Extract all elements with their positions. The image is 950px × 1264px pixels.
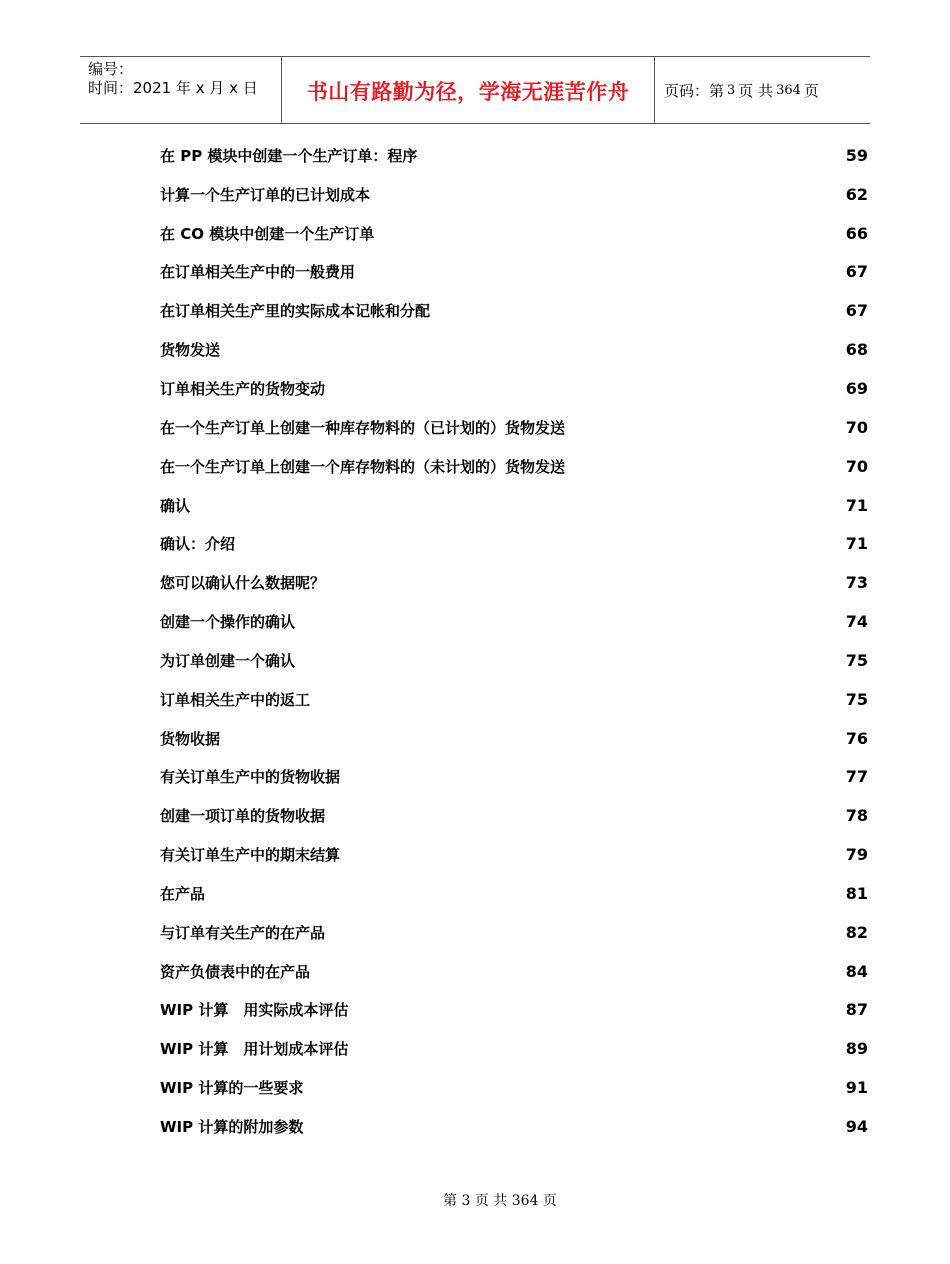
page-suffix: 页 [803, 81, 819, 100]
toc-entry-page: 68 [845, 340, 868, 360]
page-header [80, 56, 870, 124]
toc-entry[interactable] [160, 524, 868, 563]
toc-entry-page: 70 [845, 456, 868, 476]
toc-entry-title: WIP 计算的一些要求 [160, 1079, 304, 1098]
toc-entry[interactable] [160, 913, 868, 952]
toc-entry-page: 71 [845, 495, 868, 515]
toc-entry-title: 创建一项订单的货物收据 [160, 807, 326, 826]
toc-entry-page: 62 [845, 184, 868, 204]
toc-entry-page: 78 [845, 806, 868, 826]
toc-entry-title: 与订单有关生产的在产品 [160, 923, 326, 942]
toc-entry-page: 71 [845, 534, 868, 554]
toc-entry-page: 82 [845, 922, 868, 942]
toc-entry-page: 75 [845, 689, 868, 709]
header-page-info [655, 57, 870, 123]
toc-entry-title: 有关订单生产中的货物收据 [160, 768, 341, 787]
toc-entry-page: 84 [845, 961, 868, 981]
toc-entry[interactable] [160, 952, 868, 991]
toc-entry-title: 在订单相关生产中的一般费用 [160, 263, 356, 282]
toc-entry-page: 74 [845, 612, 868, 632]
header-info [80, 57, 282, 123]
toc-entry-title: 资产负债表中的在产品 [160, 962, 311, 981]
toc-entry-title: 在产品 [160, 884, 206, 903]
table-of-contents [160, 136, 868, 1146]
toc-entry[interactable] [160, 602, 868, 641]
toc-entry-page: 94 [845, 1117, 868, 1137]
page-footer: 第 3 页 共 364 页 [443, 1193, 557, 1209]
toc-entry-page: 70 [845, 417, 868, 437]
toc-entry[interactable] [160, 330, 868, 369]
page-mid: 页 共 [738, 81, 774, 100]
toc-entry[interactable] [160, 408, 868, 447]
toc-entry[interactable] [160, 253, 868, 292]
toc-entry[interactable] [160, 1068, 868, 1107]
toc-entry-page: 91 [845, 1078, 868, 1098]
document-number-label: 编号： [88, 60, 134, 78]
toc-entry-page: 73 [845, 573, 868, 593]
toc-entry-title: 货物收据 [160, 729, 221, 748]
toc-entry-title: WIP 计算的附加参数 [160, 1118, 304, 1137]
toc-entry-title: 在订单相关生产里的实际成本记帐和分配 [160, 302, 431, 321]
toc-entry-title: 货物发送 [160, 341, 221, 360]
toc-entry-page: 87 [845, 1000, 868, 1020]
page-prefix: 页码：第 [664, 81, 725, 100]
toc-entry-page: 79 [845, 845, 868, 865]
toc-entry[interactable] [160, 680, 868, 719]
toc-entry-title: 您可以确认什么数据呢？ [160, 574, 326, 593]
page-total: 364 [776, 82, 801, 98]
toc-entry-page: 67 [845, 301, 868, 321]
toc-entry-page: 76 [845, 728, 868, 748]
toc-entry[interactable] [160, 1107, 868, 1146]
toc-entry-title: 在一个生产订单上创建一个库存物料的（未计划的）货物发送 [160, 457, 566, 476]
toc-entry[interactable] [160, 758, 868, 797]
toc-entry-title: 在 CO 模块中创建一个生产订单 [160, 224, 375, 243]
toc-entry[interactable] [160, 486, 868, 525]
toc-entry-page: 81 [845, 883, 868, 903]
toc-entry[interactable] [160, 214, 868, 253]
header-motto: 书山有路勤为径，学海无涯苦作舟 [282, 57, 655, 123]
toc-entry[interactable] [160, 991, 868, 1030]
toc-entry-page: 89 [845, 1039, 868, 1059]
toc-entry-title: 在一个生产订单上创建一种库存物料的（已计划的）货物发送 [160, 418, 566, 437]
toc-entry[interactable] [160, 1029, 868, 1068]
toc-entry-title: 计算一个生产订单的已计划成本 [160, 185, 371, 204]
toc-entry-title: 确认 [160, 496, 191, 515]
toc-entry-page: 77 [845, 767, 868, 787]
toc-entry-page: 59 [845, 145, 868, 165]
toc-entry-title: WIP 计算 用实际成本评估 [160, 1001, 349, 1020]
document-time-label: 时间：2021 年 x 月 x 日 [88, 79, 258, 97]
toc-entry[interactable] [160, 835, 868, 874]
toc-entry-title: 确认：介绍 [160, 535, 236, 554]
toc-entry[interactable] [160, 447, 868, 486]
toc-entry[interactable] [160, 136, 868, 175]
toc-entry-title: 为订单创建一个确认 [160, 651, 296, 670]
toc-entry-title: 订单相关生产的货物变动 [160, 379, 326, 398]
toc-entry[interactable] [160, 563, 868, 602]
toc-entry[interactable] [160, 641, 868, 680]
toc-entry[interactable] [160, 796, 868, 835]
toc-entry[interactable] [160, 874, 868, 913]
toc-entry-title: 在 PP 模块中创建一个生产订单：程序 [160, 146, 418, 165]
toc-entry-page: 69 [845, 378, 868, 398]
toc-entry[interactable] [160, 175, 868, 214]
toc-entry-title: 订单相关生产中的返工 [160, 690, 311, 709]
toc-entry-title: 创建一个操作的确认 [160, 613, 296, 632]
toc-entry[interactable] [160, 369, 868, 408]
toc-entry[interactable] [160, 291, 868, 330]
toc-entry-page: 67 [845, 262, 868, 282]
toc-entry-title: WIP 计算 用计划成本评估 [160, 1040, 349, 1059]
toc-entry-title: 有关订单生产中的期末结算 [160, 846, 341, 865]
toc-entry-page: 75 [845, 650, 868, 670]
toc-entry[interactable] [160, 719, 868, 758]
page-current: 3 [727, 82, 736, 98]
toc-entry-page: 66 [845, 223, 868, 243]
